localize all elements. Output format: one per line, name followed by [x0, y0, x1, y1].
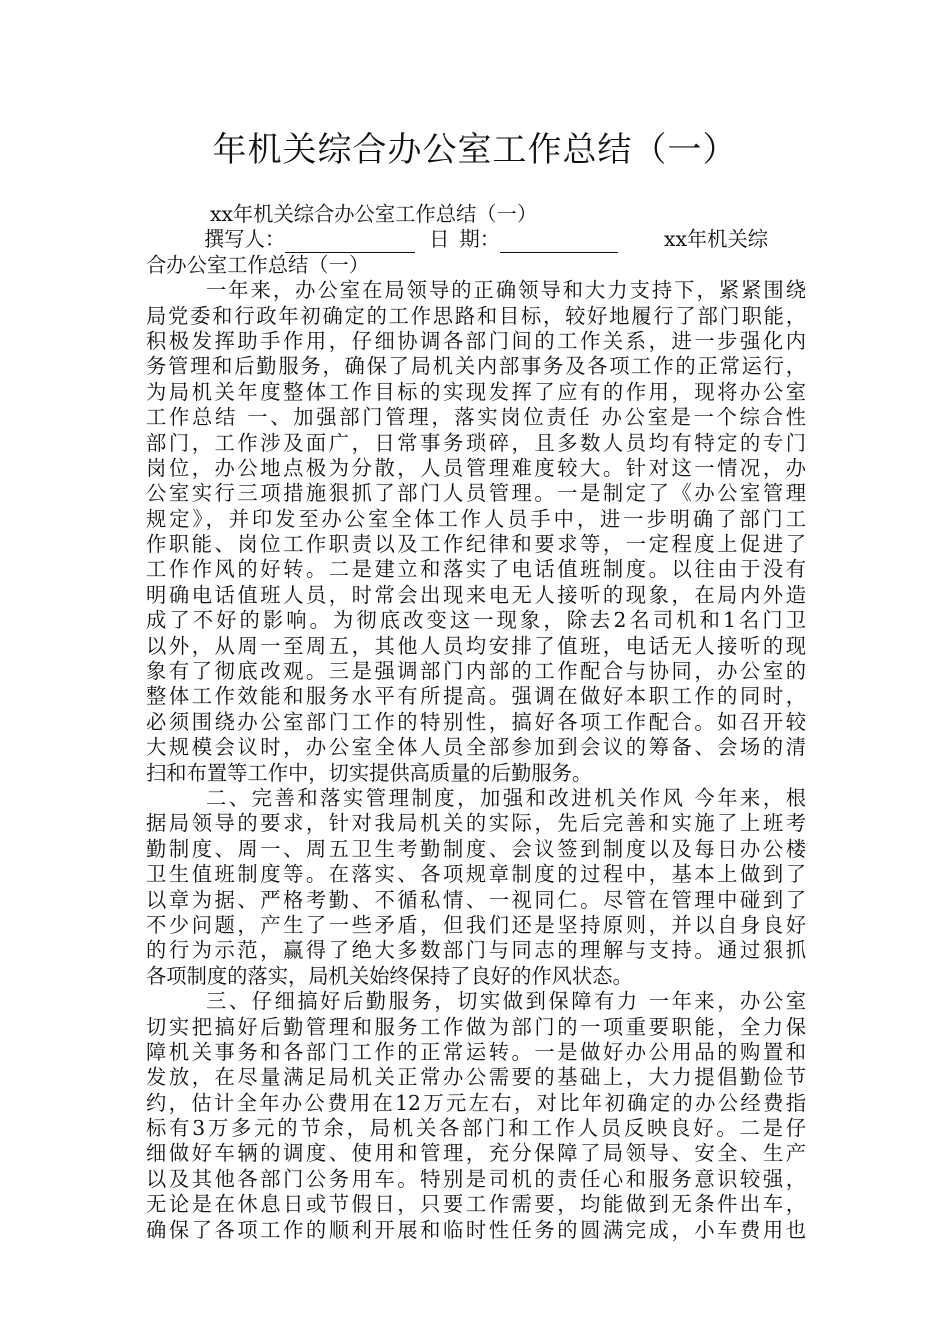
body-line: 岗位，办公地点极为分散，人员管理难度较大。针对这一情况，办: [146, 455, 806, 480]
body-lines: [146, 253, 806, 1243]
body-line: 工作作风的好转。二是建立和落实了电话值班制度。以往由于没有: [146, 557, 806, 582]
body-line: 明确电话值班人员，时常会出现来电无人接听的现象，在局内外造: [146, 582, 806, 607]
author-blank: [285, 232, 415, 253]
body-line: 不少问题，产生了一些矛盾，但我们还是坚持原则，并以自身良好: [146, 912, 806, 937]
body-line: 一年来，办公室在局领导的正确领导和大力支持下，紧紧围绕: [206, 278, 806, 303]
body-line: 作职能、岗位工作职责以及工作纪律和要求等，一定程度上促进了: [146, 532, 806, 557]
body-line: 的行为示范，赢得了绝大多数部门与同志的理解与支持。通过狠抓: [146, 938, 806, 963]
body-line: 标有3万多元的节余，局机关各部门和工作人员反映良好。二是仔: [146, 1116, 806, 1141]
body-line: 卫生值班制度等。在落实、各项规章制度的过程中，基本上做到了: [146, 862, 806, 887]
body-line: 以外，从周一至周五，其他人员均安排了值班，电话无人接听的现: [146, 633, 806, 658]
body-line: 据局领导的要求，针对我局机关的实际，先后完善和实施了上班考: [146, 811, 806, 836]
body-line: 大规模会议时，办公室全体人员全部参加到会议的筹备、会场的清: [146, 735, 806, 760]
body-line: 以章为据、严格考勤、不循私情、一视同仁。尽管在管理中碰到了: [146, 887, 806, 912]
author-label: 撰写人：: [204, 227, 286, 252]
body-line: 各项制度的落实，局机关始终保持了良好的作风状态。: [146, 963, 633, 988]
body-line: 约，估计全年办公费用在12万元左右，对比年初确定的办公经费指: [146, 1090, 806, 1115]
byline-trailing-text: xx年机关综: [664, 227, 769, 252]
body-line: 整体工作效能和服务水平有所提高。强调在做好本职工作的同时，: [146, 684, 806, 709]
date-blank: [500, 232, 618, 253]
body-line: 成了不好的影响。为彻底改变这一现象，除去2名司机和1名门卫: [146, 608, 806, 633]
body-line: 以及其他各部门公务用车。特别是司机的责任心和服务意识较强，: [146, 1166, 806, 1191]
byline: [146, 227, 806, 252]
body-line: 细做好车辆的调度、使用和管理，充分保障了局领导、安全、生产: [146, 1141, 806, 1166]
body-line: 象有了彻底改观。三是强调部门内部的工作配合与协同，办公室的: [146, 659, 806, 684]
body-line: 务管理和后勤服务，确保了局机关内部事务及各项工作的正常运行，: [146, 354, 806, 379]
document-title: 年机关综合办公室工作总结（一）: [212, 130, 738, 170]
body-line: 公室实行三项措施狠抓了部门人员管理。一是制定了《办公室管理: [146, 481, 806, 506]
date-label-2: 期：: [459, 227, 501, 252]
body-line: 确保了各项工作的顺利开展和临时性任务的圆满完成，小车费用也: [146, 1217, 806, 1242]
body-line: 积极发挥助手作用，仔细协调各部门间的工作关系，进一步强化内: [146, 328, 806, 353]
document-subtitle: xx年机关综合办公室工作总结（一）: [210, 202, 538, 226]
body-line: 勤制度、周一、周五卫生考勤制度、会议签到制度以及每日办公楼: [146, 836, 806, 861]
body-line: 切实把搞好后勤管理和服务工作做为部门的一项重要职能，全力保: [146, 1014, 806, 1039]
body-line: 部门，工作涉及面广，日常事务琐碎，且多数人员均有特定的专门: [146, 430, 806, 455]
document-body: [146, 202, 806, 1243]
body-line: 为局机关年度整体工作目标的实现发挥了应有的作用，现将办公室: [146, 379, 806, 404]
body-line: 局党委和行政年初确定的工作思路和目标，较好地履行了部门职能，: [146, 303, 806, 328]
body-line: 发放，在尽量满足局机关正常办公需要的基础上，大力提倡勤俭节: [146, 1065, 806, 1090]
body-line: 二、完善和落实管理制度，加强和改进机关作风 今年来，根: [206, 785, 806, 810]
body-line: 无论是在休息日或节假日，只要工作需要，均能做到无条件出车，: [146, 1192, 806, 1217]
body-line: 工作总结 一、加强部门管理，落实岗位责任 办公室是一个综合性: [146, 405, 806, 430]
date-label-1: 日: [429, 227, 450, 252]
body-line: 障机关事务和各部门工作的正常运转。一是做好办公用品的购置和: [146, 1039, 806, 1064]
body-line: 扫和布置等工作中，切实提供高质量的后勤服务。: [146, 760, 593, 785]
body-line: 必须围绕办公室部门工作的特别性，搞好各项工作配合。如召开较: [146, 709, 806, 734]
body-line: 规定》，并印发至办公室全体工作人员手中，进一步明确了部门工: [146, 506, 806, 531]
body-line: 合办公室工作总结（一）: [146, 252, 370, 277]
body-line: 三、仔细搞好后勤服务，切实做到保障有力 一年来，办公室: [206, 989, 806, 1014]
